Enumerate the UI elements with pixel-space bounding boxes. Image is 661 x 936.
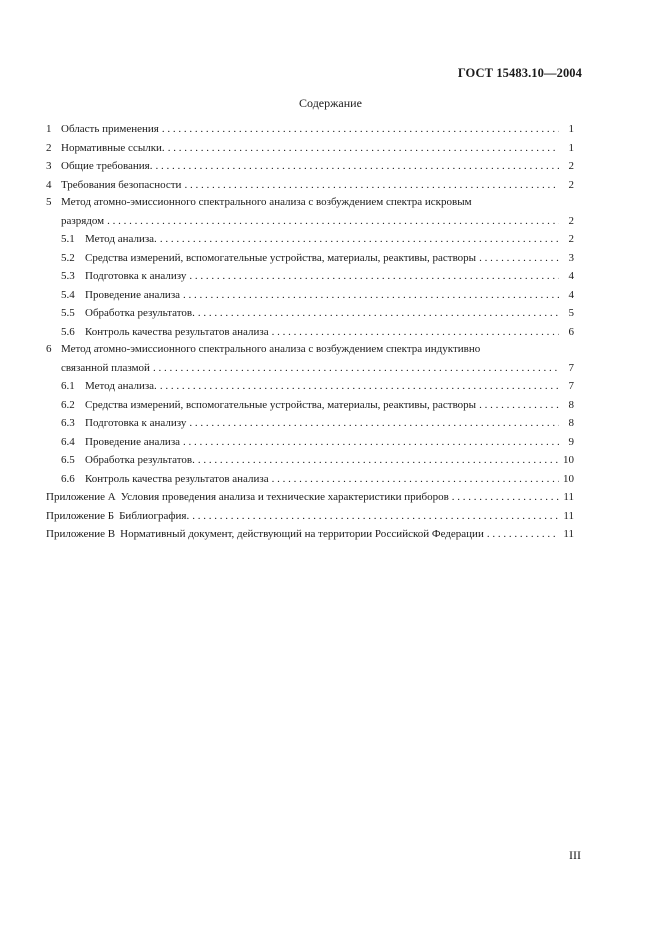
toc-leader-dots <box>155 157 559 176</box>
toc-entry-number: 5.5 <box>61 307 75 319</box>
toc-entry-number: Приложение В <box>46 528 116 540</box>
toc-entry-title: Контроль качества результатов анализа <box>85 325 269 338</box>
toc-entry-number: 6 <box>46 343 52 355</box>
toc-leader-dots <box>168 139 559 158</box>
toc-entry-page: 5 <box>568 307 574 319</box>
toc-entry-number: 3 <box>46 160 52 172</box>
toc-entry-page: 11 <box>563 491 574 503</box>
toc-entry-number: 5.4 <box>61 288 75 301</box>
toc-entry-6-6[interactable] <box>46 470 574 489</box>
toc-entry-6[interactable] <box>46 341 574 359</box>
toc-leader-dots <box>452 488 559 507</box>
toc-entry-appendix-v[interactable] <box>46 525 574 544</box>
toc-leader-dots <box>192 507 559 526</box>
toc-leader-dots <box>184 176 559 195</box>
toc-entry-page: 3 <box>568 251 574 264</box>
table-of-contents <box>46 120 574 544</box>
toc-leader-dots <box>153 359 559 378</box>
toc-entry-6-1[interactable] <box>46 377 574 396</box>
toc-entry-number: 5.2 <box>61 251 75 264</box>
toc-leader-dots <box>162 120 559 139</box>
toc-entry-title: Требования безопасности <box>61 178 182 191</box>
toc-entry-title: Подготовка к анализу <box>85 417 187 429</box>
toc-entry-number: 4 <box>46 178 52 191</box>
toc-entry-page: 4 <box>568 270 574 282</box>
toc-leader-dots <box>183 286 559 305</box>
toc-entry-number: 1 <box>46 123 52 135</box>
toc-entry-page: 10 <box>563 454 574 466</box>
toc-entry-1[interactable] <box>46 120 574 139</box>
toc-entry-number: Приложение Б <box>46 509 115 522</box>
toc-entry-page: 2 <box>568 178 574 191</box>
toc-entry-title: Метод атомно-эмиссионного спектрального анализа с возбуждением спектра искровым <box>61 196 472 208</box>
toc-entry-title: Библиография. <box>119 509 190 522</box>
toc-entry-title: разрядом <box>61 214 105 227</box>
toc-heading: Содержание <box>299 96 362 110</box>
toc-entry-title: Средства измерений, вспомогательные устройства, материалы, реактивы, растворы <box>85 398 477 411</box>
toc-entry-title: Подготовка к анализу <box>85 270 187 282</box>
toc-entry-number: 5 <box>46 196 52 208</box>
toc-entry-number: 6.5 <box>61 454 75 466</box>
toc-entry-5-4[interactable] <box>46 286 574 305</box>
toc-entry-title: Нормативные ссылки. <box>61 141 165 154</box>
toc-entry-page: 6 <box>568 325 574 338</box>
toc-entry-title: Обработка результатов. <box>85 454 195 466</box>
toc-entry-5[interactable] <box>46 194 574 212</box>
toc-entry-number: Приложение А <box>46 491 116 503</box>
toc-entry-page: 7 <box>568 380 574 392</box>
toc-entry-page: 1 <box>568 141 574 154</box>
toc-entry-number: 6.2 <box>61 398 75 411</box>
toc-entry-6-3[interactable] <box>46 414 574 433</box>
toc-entry-title: Нормативный документ, действующий на территории Российской Федерации <box>120 528 484 540</box>
toc-leader-dots <box>107 212 559 231</box>
toc-entry-page: 7 <box>568 361 574 374</box>
toc-leader-dots <box>272 470 559 489</box>
document-code: ГОСТ 15483.10—2004 <box>457 66 582 80</box>
toc-entry-6-2[interactable] <box>46 396 574 415</box>
toc-entry-2[interactable] <box>46 139 574 158</box>
toc-entry-title: Метод анализа. <box>85 380 157 392</box>
toc-entry-title: Область применения <box>61 123 159 135</box>
toc-entry-5-6[interactable] <box>46 323 574 342</box>
toc-entry-appendix-b[interactable] <box>46 507 574 526</box>
toc-entry-title: Общие требования. <box>61 160 153 172</box>
toc-entry-number: 6.1 <box>61 380 75 392</box>
toc-entry-5-2[interactable] <box>46 249 574 268</box>
toc-leader-dots <box>189 267 559 286</box>
toc-entry-page: 11 <box>563 528 574 540</box>
toc-entry-6-4[interactable] <box>46 433 574 452</box>
toc-entry-title: Метод анализа. <box>85 233 157 245</box>
toc-entry-page: 2 <box>568 160 574 172</box>
toc-entry-title: Обработка результатов. <box>85 307 195 319</box>
toc-entry-title: Контроль качества результатов анализа <box>85 472 269 485</box>
toc-entry-5-1[interactable] <box>46 230 574 249</box>
toc-entry-title: Средства измерений, вспомогательные устройства, материалы, реактивы, растворы <box>85 251 477 264</box>
toc-entry-number: 2 <box>46 141 52 154</box>
toc-entry-page: 2 <box>568 214 574 227</box>
toc-leader-dots <box>189 414 559 433</box>
toc-entry-page: 2 <box>568 233 574 245</box>
page-number: III <box>569 848 581 862</box>
toc-leader-dots <box>183 433 559 452</box>
toc-entry-title: Проведение анализа <box>85 435 181 448</box>
toc-entry-3[interactable] <box>46 157 574 176</box>
toc-entry-page: 8 <box>568 417 574 429</box>
toc-leader-dots <box>272 323 559 342</box>
toc-entry-number: 6.3 <box>61 417 75 429</box>
toc-entry-number: 5.6 <box>61 325 75 338</box>
toc-entry-number: 6.4 <box>61 435 75 448</box>
toc-entry-5-5[interactable] <box>46 304 574 323</box>
toc-leader-dots <box>160 230 559 249</box>
toc-entry-6-continuation[interactable] <box>46 359 574 378</box>
toc-entry-5-3[interactable] <box>46 267 574 286</box>
toc-entry-6-5[interactable] <box>46 451 574 470</box>
toc-entry-title: Проведение анализа <box>85 288 181 301</box>
toc-leader-dots <box>479 249 559 268</box>
toc-entry-page: 8 <box>568 398 574 411</box>
toc-entry-page: 1 <box>568 123 574 135</box>
toc-entry-page: 11 <box>563 509 574 522</box>
toc-entry-page: 9 <box>568 435 574 448</box>
toc-leader-dots <box>487 525 559 544</box>
toc-entry-number: 5.1 <box>61 233 75 245</box>
toc-entry-title: Условия проведения анализа и технические характеристики приборов <box>120 491 449 503</box>
toc-entry-4[interactable] <box>46 176 574 195</box>
toc-leader-dots <box>160 377 559 396</box>
toc-entry-appendix-a[interactable] <box>46 488 574 507</box>
toc-entry-title: связанной плазмой <box>61 361 150 374</box>
toc-entry-page: 10 <box>563 472 574 485</box>
toc-entry-5-continuation[interactable] <box>46 212 574 231</box>
toc-entry-page: 4 <box>568 288 574 301</box>
toc-entry-number: 5.3 <box>61 270 75 282</box>
toc-leader-dots <box>198 304 559 323</box>
toc-entry-title: Метод атомно-эмиссионного спектрального анализа с возбуждением спектра индуктивно <box>61 343 481 355</box>
toc-leader-dots <box>198 451 559 470</box>
toc-entry-number: 6.6 <box>61 472 75 485</box>
toc-leader-dots <box>479 396 559 415</box>
